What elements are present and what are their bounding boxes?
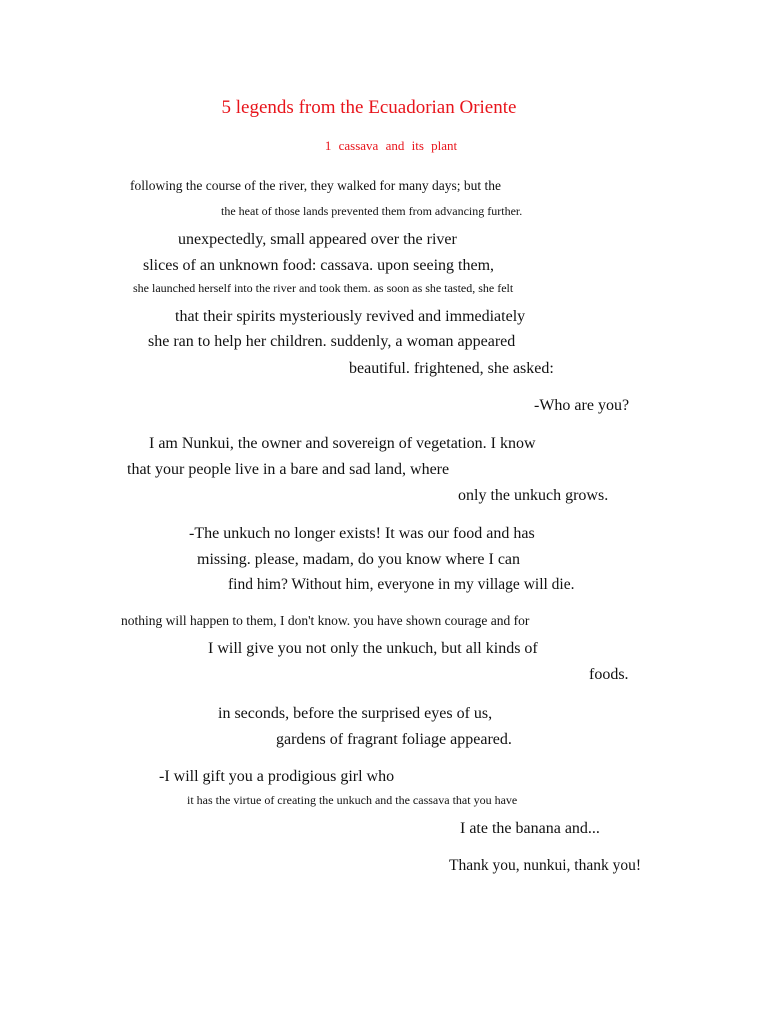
text-line: nothing will happen to them, I don't know. you have shown courage and for [121,613,530,628]
text-line: it has the virtue of creating the unkuch and the cassava that you have [187,793,518,807]
text-line: find him? Without him, everyone in my village will die. [228,576,575,593]
text-line: I will give you not only the unkuch, but all kinds of [208,640,538,657]
text-line: I ate the banana and... [460,820,600,837]
text-line: I am Nunkui, the owner and sovereign of vegetation. I know [149,435,536,452]
text-line: she launched herself into the river and took them. as soon as she tasted, she felt [133,281,514,295]
text-line: Thank you, nunkui, thank you! [449,857,642,874]
text-line: in seconds, before the surprised eyes of us, [218,705,493,722]
text-line: missing. please, madam, do you know where I can [197,551,521,568]
text-line: -The unkuch no longer exists! It was our food and has [189,525,535,542]
text-line: only the unkuch grows. [458,487,609,504]
document-subtitle: 1 cassava and its plant [324,138,458,153]
text-line: -Who are you? [534,397,630,414]
text-line: that their spirits mysteriously revived and immediately [175,308,526,325]
text-line: the heat of those lands prevented them from advancing further. [221,204,523,218]
text-line: following the course of the river, they walked for many days; but the [130,178,501,193]
text-line: that your people live in a bare and sad land, where [127,461,450,478]
text-line: gardens of fragrant foliage appeared. [276,731,512,748]
text-line: she ran to help her children. suddenly, a woman appeared [148,333,516,350]
document-title: 5 legends from the Ecuadorian Oriente [221,97,517,118]
text-line: slices of an unknown food: cassava. upon seeing them, [143,257,495,274]
text-line: unexpectedly, small appeared over the river [178,231,457,248]
text-line: beautiful. frightened, she asked: [349,360,554,377]
text-line: -I will gift you a prodigious girl who [159,768,395,785]
text-line: foods. [589,666,629,683]
